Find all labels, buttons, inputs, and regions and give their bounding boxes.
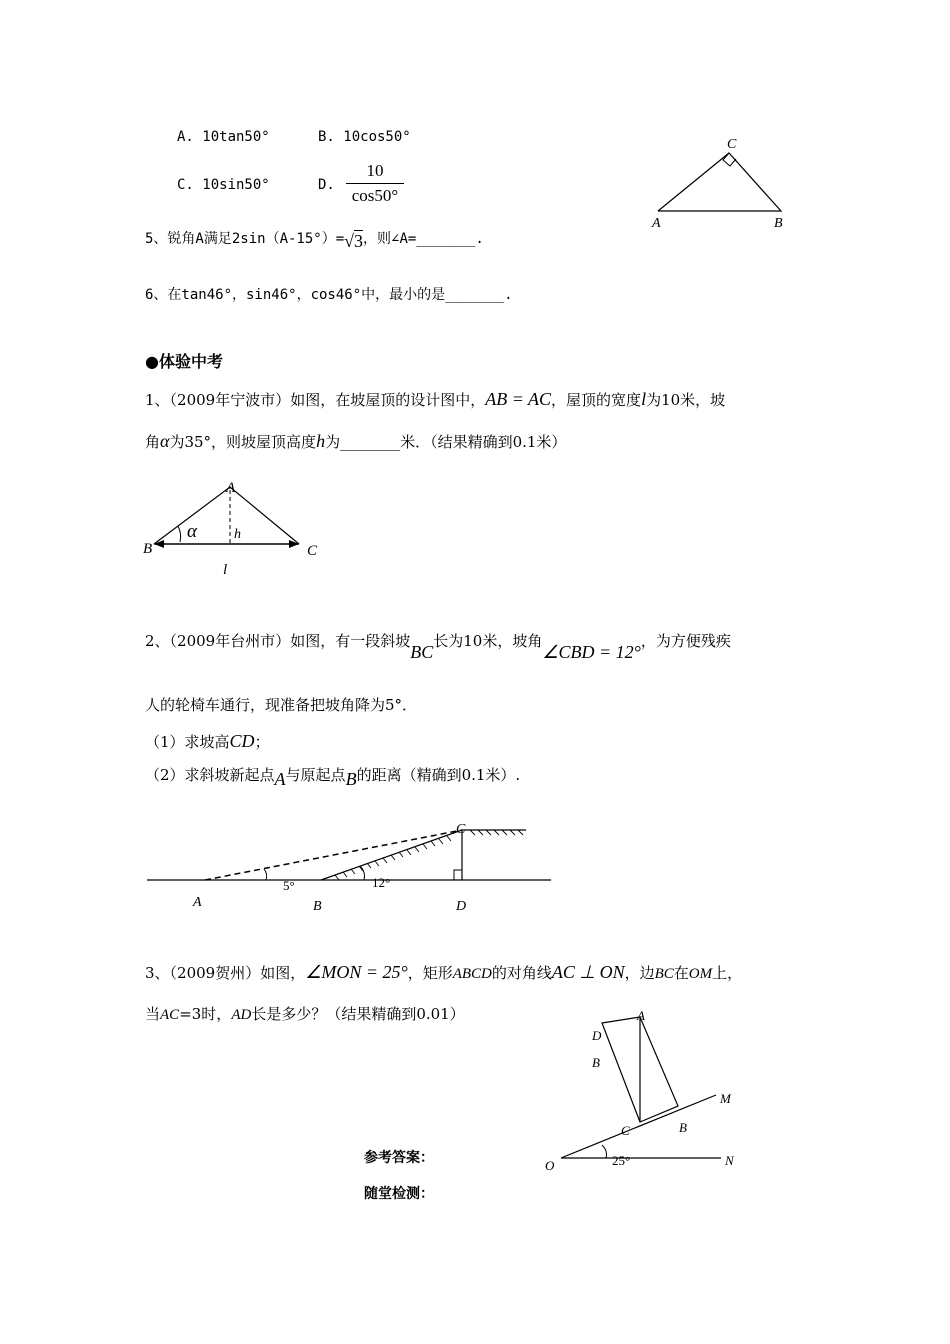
label-a: A — [652, 216, 661, 231]
angle-arc-5 — [264, 869, 267, 880]
roof-figure — [140, 478, 340, 578]
label-d: D — [456, 899, 467, 914]
label-angle-5: 5° — [283, 878, 295, 893]
q5-suffix: ，则∠A=_______. — [363, 231, 484, 247]
label-b: B — [679, 1120, 687, 1135]
q5-text — [145, 228, 484, 251]
top-hatching — [470, 830, 523, 835]
slope-figure — [140, 815, 560, 920]
q5-prefix: 5、锐角A满足2sin（A-15°）= — [145, 231, 345, 247]
label-c: C — [621, 1123, 630, 1138]
label-o: O — [545, 1158, 555, 1173]
p1-math-ab-ac: AB = AC — [485, 389, 552, 409]
label-a: A — [193, 895, 202, 910]
p1-line1: 1、（2009年宁波市）如图，在坡屋顶的设计图中，AB = AC，屋顶的宽度l为10米，坡 — [145, 389, 726, 409]
q5-sqrt: √3 — [344, 231, 364, 251]
arrow-right-head — [289, 540, 299, 548]
fraction-numerator: 10 — [366, 161, 384, 180]
label-a: A — [226, 480, 236, 496]
label-c: C — [727, 137, 737, 152]
q4-option-d-label: D. — [318, 177, 335, 193]
right-triangle-figure — [650, 135, 790, 235]
label-b-side: B — [592, 1055, 600, 1070]
slope-hatching — [335, 836, 451, 880]
label-c: C — [307, 543, 318, 559]
p1-line2: 角α为35°，则坡屋顶高度h为________米．（结果精确到0.1米） — [145, 431, 567, 451]
label-c: C — [456, 822, 466, 837]
q4-option-a: A. 10tan50° — [177, 129, 270, 145]
label-b: B — [774, 216, 783, 231]
ray-om — [561, 1095, 716, 1158]
q4-option-d-fraction — [346, 161, 404, 206]
angle-arc — [178, 526, 181, 542]
label-d: D — [592, 1028, 602, 1043]
q4-option-b: B. 10cos50° — [318, 129, 411, 145]
label-b: B — [143, 541, 153, 557]
fraction-denominator: cos50° — [351, 186, 399, 205]
label-a: A — [637, 1008, 645, 1023]
p2-sub1: （1）求坡高CD； — [145, 731, 270, 751]
label-b: B — [313, 899, 322, 914]
label-alpha: α — [187, 521, 197, 542]
q4-option-c: C. 10sin50° — [177, 177, 270, 193]
angle-arc — [602, 1145, 607, 1158]
answers-title: 参考答案： — [364, 1150, 434, 1166]
answers-subtitle: 随堂检测： — [364, 1186, 434, 1202]
angle-rectangle-figure — [540, 1005, 750, 1175]
label-l: l — [223, 562, 228, 578]
label-n: N — [725, 1153, 734, 1168]
p3-line2: 当AC=3时，AD长是多少？（结果精确到0.01） — [145, 1005, 465, 1023]
section-title: ●体验中考 — [145, 352, 223, 371]
arrow-left-head — [154, 540, 164, 548]
p3-line1: 3、（2009贺州）如图，∠MON = 25°，矩形ABCD的对角线AC ⊥ ON，边BC在OM上， — [145, 962, 743, 982]
q6-text: 6、在tan46°，sin46°，cos46°中，最小的是_______. — [145, 287, 513, 303]
new-slope-dashed — [205, 830, 462, 880]
p2-line2: 人的轮椅车通行，现准备把坡角降为5°． — [145, 696, 418, 714]
p2-line1: 2、（2009年台州市）如图，有一段斜坡BC长为10米，坡角∠CBD = 12°，为方便残疾 — [145, 632, 731, 662]
right-angle-marker — [454, 870, 462, 880]
p2-sub2: （2）求斜坡新起点A与原起点B的距离（精确到0.1米）. — [145, 766, 521, 789]
label-angle-12: 12° — [372, 875, 391, 890]
triangle-outline — [658, 153, 781, 211]
label-m: M — [720, 1091, 731, 1106]
label-angle-25: 25° — [612, 1153, 631, 1168]
label-h: h — [234, 527, 241, 542]
